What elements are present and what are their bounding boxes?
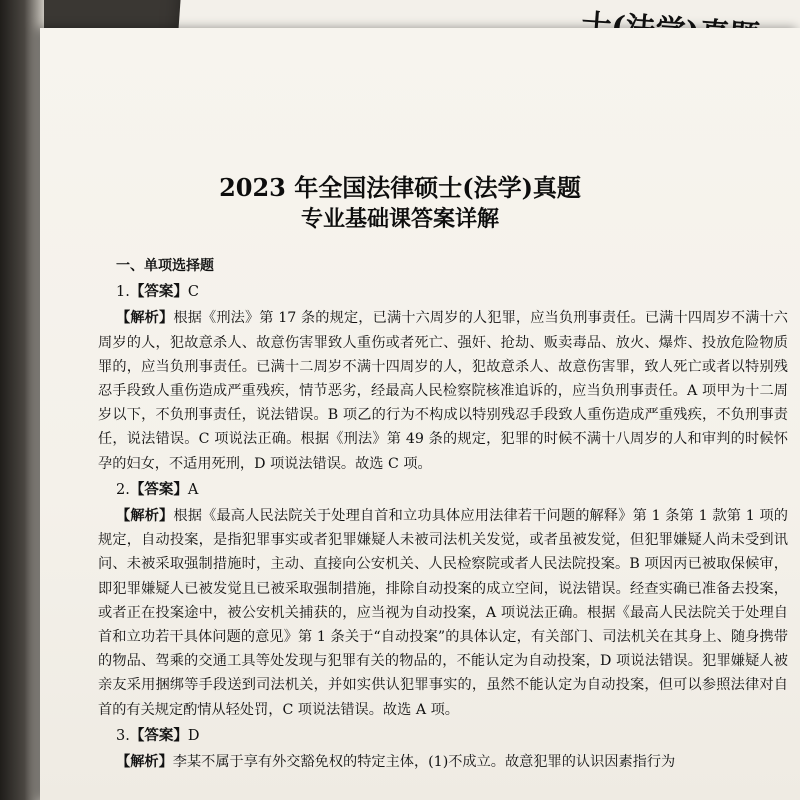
question-1-answer [116, 280, 788, 304]
question-1-analysis [98, 306, 788, 475]
book-spine [0, 0, 44, 800]
question-number: 2. [116, 481, 130, 498]
analysis-tag: 【解析】 [116, 310, 174, 327]
book-page [40, 28, 800, 800]
answer-tag: 【答案】 [129, 480, 188, 498]
analysis-text: 根据《刑法》第 17 条的规定，已满十六周岁的人犯罪，应当负刑事责任。已满十四周岁不满十六周岁的人，犯故意杀人、故意伤害罪致人重伤或者死亡、强奸、抢劫、贩卖毒品、放火、爆炸、投放危险物质罪的，应当负刑事责任。已满十二周岁不满十四周岁的人，犯故意杀人、故意伤害罪，致人死亡或者以特别残忍手段致人重伤造成严重残疾，情节恶劣，经最高人民检察院核准追诉的，应当负刑事责任。A 项甲为十二周岁以下，不负刑事责任，说法错误。B 项乙的行为不构成以特别残忍手段致人重伤造成严重残疾，不负刑事责任，说法错误。C 项说法正确。根据《刑法》第 49 条的规定，犯罪的时候不满十八周岁的人和审判的时候怀孕的妇女，不适用死刑，D 项说法错误。故选 C 项。 [98, 310, 788, 472]
question-3-answer [116, 724, 788, 748]
question-2-answer [116, 478, 788, 502]
answer-letter: A [187, 481, 199, 498]
answer-body [98, 254, 788, 774]
question-number: 1. [116, 284, 130, 301]
question-3-analysis [98, 750, 788, 774]
answer-letter: D [187, 727, 200, 744]
question-number: 3. [116, 727, 130, 744]
page-title: 2023 年全国法律硕士(法学)真题 [219, 173, 581, 202]
analysis-tag: 【解析】 [116, 754, 173, 771]
analysis-text: 李某不属于享有外交豁免权的特定主体，(1)不成立。故意犯罪的认识因素指行为 [172, 754, 676, 771]
analysis-tag: 【解析】 [116, 508, 174, 525]
answer-letter: C [187, 284, 199, 301]
question-2-analysis [98, 504, 788, 722]
answer-tag: 【答案】 [129, 283, 188, 301]
section-heading: 一、单项选择题 [116, 258, 214, 274]
page-subtitle: 专业基础课答案详解 [300, 206, 499, 232]
answer-tag: 【答案】 [129, 726, 188, 744]
analysis-text: 根据《最高人民法院关于处理自首和立功具体应用法律若干问题的解释》第 1 条第 1 款第 1 项的规定，自动投案，是指犯罪事实或者犯罪嫌疑人未被司法机关发觉，或者虽被发觉，但犯罪嫌疑人尚未受到讯问、未被采取强制措施时，主动、直接向公安机关、人民检察院或者人民法院投案。B 项因丙已被取保候审，即犯罪嫌疑人已被发觉且已被采取强制措施，排除自动投案的成立空间，说法错误。经查实确已准备去投案，或者正在投案途中，被公安机关捕获的，应当视为自动投案，A 项说法正确。根据《最高人民法院关于处理自首和立功若干具体问题的意见》第 1 条关于“自动投案”的具体认定，有关部门、司法机关在其身上、随身携带的物品、驾乘的交通工具等处发现与犯罪有关的物品的，不能认定为自动投案，D 项说法错误。犯罪嫌疑人被亲友采用捆绑等手段送到司法机关，并如实供认犯罪事实的，虽然不能认定为自动投案，但可以参照法律对自首的有关规定酌情从轻处罚，C 项说法错误。故选 A 项。 [98, 508, 788, 718]
